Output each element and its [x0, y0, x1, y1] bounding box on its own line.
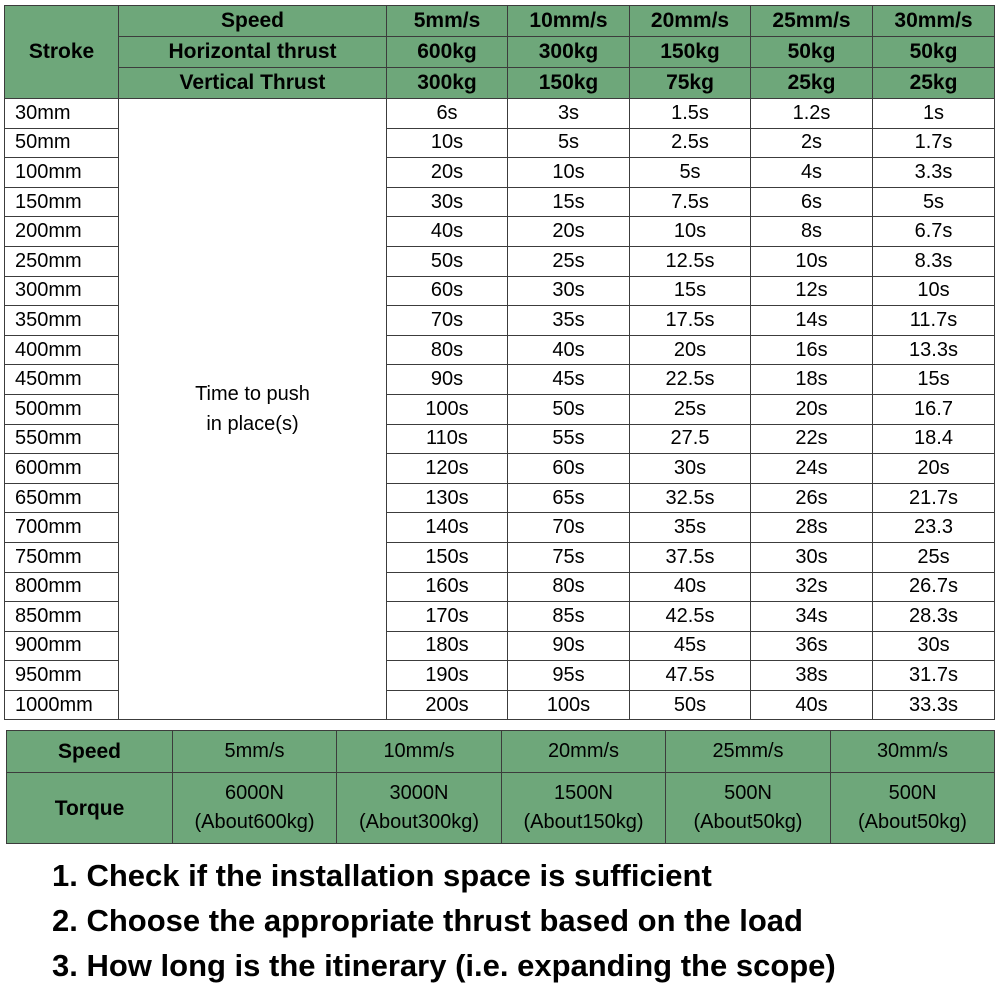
torque-kg: (About50kg) — [693, 811, 803, 833]
time-cell: 110s — [387, 424, 508, 454]
time-cell: 24s — [751, 454, 873, 484]
time-cell: 42.5s — [630, 602, 751, 632]
time-cell: 10s — [873, 276, 995, 306]
stroke-cell: 30mm — [5, 99, 119, 129]
time-cell: 2s — [751, 128, 873, 158]
torque-cell — [173, 773, 337, 844]
time-cell: 180s — [387, 631, 508, 661]
stroke-cell: 450mm — [5, 365, 119, 395]
time-cell: 10s — [387, 128, 508, 158]
torque-kg: (About50kg) — [858, 811, 967, 833]
stroke-header: Stroke — [5, 6, 119, 99]
stroke-cell: 1000mm — [5, 690, 119, 720]
time-cell: 30s — [387, 187, 508, 217]
time-cell: 32.5s — [630, 483, 751, 513]
time-cell: 3.3s — [873, 158, 995, 188]
time-cell: 55s — [508, 424, 630, 454]
stroke-cell: 950mm — [5, 661, 119, 691]
time-cell: 1.2s — [751, 99, 873, 129]
time-cell: 47.5s — [630, 661, 751, 691]
note-item: 1. Check if the installation space is sufficient — [52, 858, 712, 893]
time-cell: 6s — [387, 99, 508, 129]
time-cell: 40s — [508, 335, 630, 365]
time-cell: 12.5s — [630, 246, 751, 276]
stroke-cell: 50mm — [5, 128, 119, 158]
time-cell: 5s — [630, 158, 751, 188]
time-cell: 75s — [508, 542, 630, 572]
time-cell: 22.5s — [630, 365, 751, 395]
time-cell: 28.3s — [873, 602, 995, 632]
horizontal-thrust-cell: 600kg — [387, 37, 508, 68]
time-cell: 80s — [387, 335, 508, 365]
stroke-cell: 100mm — [5, 158, 119, 188]
speed-header-cell: 25mm/s — [751, 6, 873, 37]
time-cell: 33.3s — [873, 690, 995, 720]
stroke-cell: 500mm — [5, 394, 119, 424]
time-cell: 60s — [387, 276, 508, 306]
time-cell: 37.5s — [630, 542, 751, 572]
time-cell: 25s — [873, 542, 995, 572]
time-cell: 50s — [387, 246, 508, 276]
time-cell: 70s — [387, 306, 508, 336]
stroke-time-table — [4, 5, 995, 720]
vertical-thrust-cell: 25kg — [873, 68, 995, 99]
time-cell: 30s — [873, 631, 995, 661]
stroke-cell: 150mm — [5, 187, 119, 217]
time-cell: 1.5s — [630, 99, 751, 129]
time-cell: 35s — [630, 513, 751, 543]
time-cell: 26s — [751, 483, 873, 513]
time-cell: 45s — [508, 365, 630, 395]
stroke-cell: 850mm — [5, 602, 119, 632]
time-cell: 14s — [751, 306, 873, 336]
vertical-thrust-cell: 75kg — [630, 68, 751, 99]
time-cell: 10s — [751, 246, 873, 276]
time-cell: 8s — [751, 217, 873, 247]
notes-list — [52, 856, 836, 991]
time-cell: 18s — [751, 365, 873, 395]
time-cell: 35s — [508, 306, 630, 336]
torque-cell — [831, 773, 995, 844]
vertical-thrust-cell: 300kg — [387, 68, 508, 99]
time-to-push-line1: Time to push — [195, 383, 310, 406]
speed-row-label: Speed — [119, 6, 387, 37]
time-cell: 25s — [508, 246, 630, 276]
torque-kg: (About600kg) — [194, 811, 315, 833]
note-item: 2. Choose the appropriate thrust based on the load — [52, 903, 803, 938]
time-cell: 170s — [387, 602, 508, 632]
stroke-cell: 550mm — [5, 424, 119, 454]
torque-speed-label: Speed — [7, 731, 173, 773]
torque-newton: 6000N — [225, 782, 284, 804]
time-cell: 21.7s — [873, 483, 995, 513]
time-cell: 60s — [508, 454, 630, 484]
vertical-thrust-cell: 150kg — [508, 68, 630, 99]
torque-label: Torque — [7, 773, 173, 844]
time-cell: 5s — [508, 128, 630, 158]
torque-kg: (About300kg) — [358, 811, 480, 833]
time-cell: 32s — [751, 572, 873, 602]
time-cell: 20s — [873, 454, 995, 484]
time-cell: 13.3s — [873, 335, 995, 365]
time-cell: 200s — [387, 690, 508, 720]
time-cell: 23.3 — [873, 513, 995, 543]
speed-header-row — [5, 6, 995, 37]
time-cell: 16s — [751, 335, 873, 365]
vertical-thrust-cell: 25kg — [751, 68, 873, 99]
time-cell: 85s — [508, 602, 630, 632]
time-cell: 11.7s — [873, 306, 995, 336]
time-cell: 1.7s — [873, 128, 995, 158]
table-row — [5, 99, 995, 129]
time-cell: 7.5s — [630, 187, 751, 217]
time-cell: 26.7s — [873, 572, 995, 602]
time-cell: 190s — [387, 661, 508, 691]
time-cell: 40s — [751, 690, 873, 720]
time-cell: 34s — [751, 602, 873, 632]
stroke-cell: 900mm — [5, 631, 119, 661]
time-cell: 95s — [508, 661, 630, 691]
stroke-cell: 600mm — [5, 454, 119, 484]
time-cell: 80s — [508, 572, 630, 602]
time-cell: 12s — [751, 276, 873, 306]
time-cell: 90s — [387, 365, 508, 395]
time-cell: 65s — [508, 483, 630, 513]
time-cell: 16.7 — [873, 394, 995, 424]
note-item: 3. How long is the itinerary (i.e. expanding the scope) — [52, 948, 836, 983]
speed-header-cell: 10mm/s — [508, 6, 630, 37]
horizontal-thrust-cell: 300kg — [508, 37, 630, 68]
torque-cell — [337, 773, 502, 844]
time-cell: 17.5s — [630, 306, 751, 336]
torque-speed-cell: 5mm/s — [173, 731, 337, 773]
time-cell: 30s — [751, 542, 873, 572]
time-cell: 5s — [873, 187, 995, 217]
stroke-cell: 400mm — [5, 335, 119, 365]
time-cell: 100s — [387, 394, 508, 424]
stroke-cell: 200mm — [5, 217, 119, 247]
time-to-push-line2: in place(s) — [206, 413, 299, 436]
torque-speed-cell: 25mm/s — [666, 731, 831, 773]
time-cell: 28s — [751, 513, 873, 543]
time-cell: 20s — [387, 158, 508, 188]
time-to-push-label — [119, 99, 387, 720]
time-cell: 20s — [508, 217, 630, 247]
torque-kg: (About150kg) — [523, 811, 644, 833]
torque-speed-cell: 20mm/s — [502, 731, 666, 773]
time-cell: 30s — [508, 276, 630, 306]
time-cell: 90s — [508, 631, 630, 661]
vertical-thrust-label: Vertical Thrust — [119, 68, 387, 99]
time-cell: 130s — [387, 483, 508, 513]
stroke-cell: 350mm — [5, 306, 119, 336]
time-cell: 150s — [387, 542, 508, 572]
stroke-cell: 750mm — [5, 542, 119, 572]
speed-header-cell: 30mm/s — [873, 6, 995, 37]
horizontal-thrust-cell: 50kg — [751, 37, 873, 68]
stroke-cell: 650mm — [5, 483, 119, 513]
time-cell: 160s — [387, 572, 508, 602]
torque-newton: 500N — [724, 782, 772, 804]
torque-cell — [502, 773, 666, 844]
time-cell: 120s — [387, 454, 508, 484]
time-cell: 18.4 — [873, 424, 995, 454]
time-cell: 2.5s — [630, 128, 751, 158]
stroke-cell: 700mm — [5, 513, 119, 543]
time-cell: 36s — [751, 631, 873, 661]
time-cell: 8.3s — [873, 246, 995, 276]
time-cell: 15s — [873, 365, 995, 395]
time-cell: 20s — [751, 394, 873, 424]
horizontal-thrust-label: Horizontal thrust — [119, 37, 387, 68]
torque-speed-cell: 30mm/s — [831, 731, 995, 773]
time-cell: 10s — [508, 158, 630, 188]
horizontal-thrust-cell: 150kg — [630, 37, 751, 68]
time-cell: 38s — [751, 661, 873, 691]
torque-newton: 3000N — [389, 782, 449, 804]
torque-table — [6, 730, 995, 844]
time-cell: 20s — [630, 335, 751, 365]
horizontal-thrust-row — [5, 37, 995, 68]
torque-newton: 1500N — [554, 782, 613, 804]
speed-header-cell: 5mm/s — [387, 6, 508, 37]
time-cell: 15s — [630, 276, 751, 306]
torque-newton: 500N — [888, 782, 937, 804]
time-cell: 15s — [508, 187, 630, 217]
vertical-thrust-row — [5, 68, 995, 99]
time-cell: 70s — [508, 513, 630, 543]
torque-cell — [666, 773, 831, 844]
time-cell: 50s — [630, 690, 751, 720]
time-cell: 4s — [751, 158, 873, 188]
time-cell: 50s — [508, 394, 630, 424]
time-cell: 3s — [508, 99, 630, 129]
time-cell: 27.5 — [630, 424, 751, 454]
time-cell: 30s — [630, 454, 751, 484]
stroke-cell: 800mm — [5, 572, 119, 602]
horizontal-thrust-cell: 50kg — [873, 37, 995, 68]
speed-header-cell: 20mm/s — [630, 6, 751, 37]
time-cell: 22s — [751, 424, 873, 454]
torque-speed-row — [7, 731, 995, 773]
time-cell: 6.7s — [873, 217, 995, 247]
time-cell: 40s — [630, 572, 751, 602]
time-cell: 140s — [387, 513, 508, 543]
time-cell: 45s — [630, 631, 751, 661]
torque-value-row — [7, 773, 995, 844]
time-cell: 100s — [508, 690, 630, 720]
stroke-cell: 300mm — [5, 276, 119, 306]
time-cell: 10s — [630, 217, 751, 247]
torque-speed-cell: 10mm/s — [337, 731, 502, 773]
time-cell: 31.7s — [873, 661, 995, 691]
stroke-cell: 250mm — [5, 246, 119, 276]
time-cell: 6s — [751, 187, 873, 217]
time-cell: 40s — [387, 217, 508, 247]
time-cell: 25s — [630, 394, 751, 424]
time-cell: 1s — [873, 99, 995, 129]
